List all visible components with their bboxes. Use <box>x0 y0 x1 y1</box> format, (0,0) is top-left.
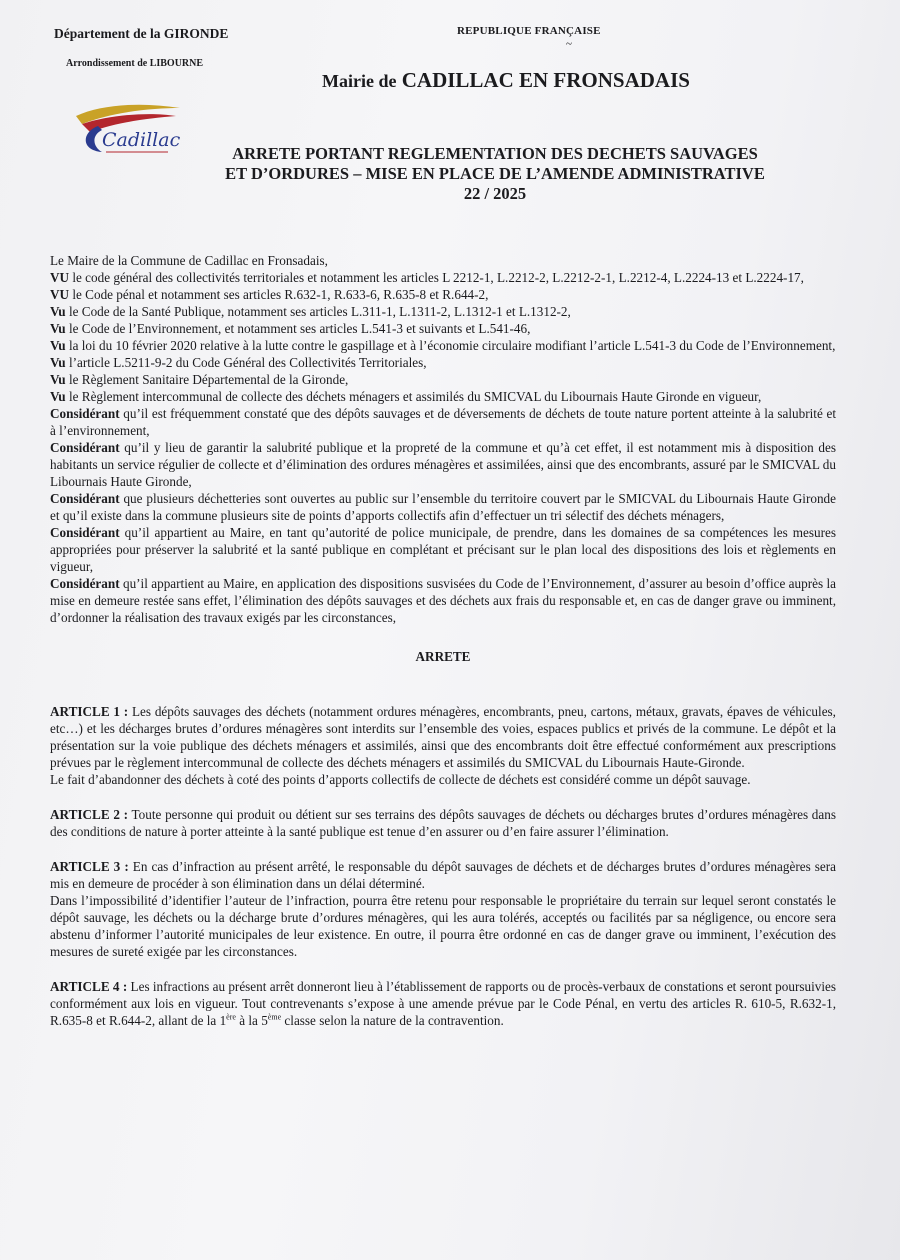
preamble-lead: Vu <box>50 372 66 387</box>
preamble-lead: Considérant <box>50 525 120 540</box>
article-3-continued: Dans l’impossibilité d’identifier l’auteur de l’infraction, pourra être retenu pour responsable le propriétaire du terrain sur lequel seront constatés le dépôt sauvage, les déchets ou la décharge brute d’ordures ménagères, qui les aura tolérés, acceptés ou facilités par sa négligence, ou encore sera abstenu d’informer l’autorité municipales de leur existence. En outre, il pourra être ordonné en cas de danger grave ou imminent, l’exécution des mesures de sureté exigée par les circonstances. <box>50 893 836 959</box>
preamble-text: le Règlement intercommunal de collecte des déchets ménagers et assimilés du SMICVAL du Libournais Haute Gironde en vigueur, <box>65 389 762 404</box>
preamble-text: qu’il appartient au Maire, en application des dispositions susvisées du Code de l’Environnement, d’assurer au besoin d’office auprès la mise en demeure restée sans effet, l’élimination des dépôts sauvages et des déchets aux frais du responsable et, en cas de danger grave ou imminent, d’ordonner la réalisation des travaux exigés par les circonstances, <box>50 576 836 625</box>
preamble-lead: Vu <box>50 389 66 404</box>
arrondissement-label: Arrondissement de LIBOURNE <box>66 58 204 69</box>
preamble-lead: Vu <box>50 355 66 370</box>
preamble-item <box>50 354 836 371</box>
preamble-lead: Considérant <box>50 576 120 591</box>
article-text-mid: à la 5 <box>235 1013 268 1028</box>
preamble-item <box>50 371 836 388</box>
preamble-lead: Considérant <box>50 440 120 455</box>
preamble-lead: Considérant <box>50 491 120 506</box>
article-1-continued: Le fait d’abandonner des déchets à coté des points d’apports collectifs de collecte de déchets est considéré comme un dépôt sauvage. <box>50 772 751 787</box>
article-3 <box>50 858 836 892</box>
departement-label: Département de la GIRONDE <box>54 26 229 41</box>
document-body <box>50 252 836 1029</box>
article-label: ARTICLE 4 : <box>50 979 128 994</box>
article-4 <box>50 978 836 1029</box>
preamble-text: qu’il y lieu de garantir la salubrité publique et la propreté de la commune et qu’à cet effet, il est notamment mis à disposition des habitants un service régulier de collecte et d’élimination des ordures ménagères et assimilées, ainsi que des encombrants, assuré par le SMICVAL du Libournais Haute Gironde, <box>50 440 836 489</box>
article-text: Les infractions au présent arrêt donneront lieu à l’établissement de rapports ou de procès-verbaux de constations et seront poursuivies conformément aux lois en vigueur. Tout contrevenants s’expose à une amende prévue par le Code Pénal, en vertu des articles R. 610-5, R.632-1, R.635-8 et R.644-2, allant de la 1 <box>50 979 836 1028</box>
preamble-item <box>50 388 836 405</box>
preamble-item <box>50 575 836 626</box>
cadillac-logo <box>72 102 184 160</box>
preamble-item <box>50 524 836 575</box>
preamble-item <box>50 490 836 524</box>
preamble-text: le Code pénal et notamment ses articles R.632-1, R.633-6, R.635-8 et R.644-2, <box>69 287 489 302</box>
preamble-item <box>50 303 836 320</box>
preamble-text: la loi du 10 février 2020 relative à la lutte contre le gaspillage et à l’économie circulaire modifiant l’article L.541-3 du Code de l’Environnement, <box>65 338 836 353</box>
preamble-text: le Code de l’Environnement, et notamment ses articles L.541-3 et suivants et L.541-46, <box>65 321 531 336</box>
preamble-item <box>50 320 836 337</box>
article-2 <box>50 806 836 840</box>
preamble-lead: VU <box>50 270 70 285</box>
preamble-text: qu’il est fréquemment constaté que des dépôts sauvages et de déversements de déchets de toute nature portent atteinte à la salubrité et à l’environnement, <box>50 406 836 438</box>
preamble-lead: Vu <box>50 304 66 319</box>
preamble-list <box>50 269 836 626</box>
article-label: ARTICLE 1 : <box>50 704 129 719</box>
logo-text: Cadillac <box>102 129 181 151</box>
preamble-lead: Considérant <box>50 406 120 421</box>
article-label: ARTICLE 2 : <box>50 807 129 822</box>
preamble-lead: Vu <box>50 321 66 336</box>
title-line-2: ET D’ORDURES – MISE EN PLACE DE L’AMENDE ADMINISTRATIVE <box>225 164 765 183</box>
preamble-text: le Règlement Sanitaire Départemental de la Gironde, <box>65 372 349 387</box>
mairie-prefix: Mairie de <box>322 71 397 91</box>
arrete-heading: ARRETE <box>415 649 471 664</box>
preamble-text: le code général des collectivités territoriales et notamment les articles L 2212-1, L.2212-2, L.2212-2-1, L.2212-4, L.2224-13 et L.2224-17, <box>69 270 804 285</box>
preamble-text: qu’il appartient au Maire, en tant qu’autorité de police municipale, de prendre, dans les domaines de sa compétences les mesures appropriées pour préserver la salubrité et la santé publique en complétant et précisant sur le plan local des dispositions des lois et règlements en vigueur, <box>50 525 836 574</box>
preamble-text: que plusieurs déchetteries sont ouvertes au public sur l’ensemble du territoire couvert par le SMICVAL du Libournais Haute Gironde et qu’il existe dans la commune plusieurs site de points d’apports collectifs afin d’effectuer un tri sélectif des déchets ménagers, <box>50 491 836 523</box>
preamble-text: l’article L.5211-9-2 du Code Général des Collectivités Territoriales, <box>65 355 427 370</box>
arrete-title <box>190 144 800 204</box>
title-line-1: ARRETE PORTANT REGLEMENTATION DES DECHETS SAUVAGES <box>232 144 758 163</box>
articles-list <box>50 703 836 1029</box>
preamble-item <box>50 405 836 439</box>
preamble-lead: Vu <box>50 338 66 353</box>
arrete-number: 22 / 2025 <box>463 184 527 203</box>
mairie-title <box>322 68 690 93</box>
article-text: En cas d’infraction au présent arrêté, le responsable du dépôt sauvages de déchets et de décharges brutes d’ordures ménagères sera mis en demeure de procéder à son élimination dans un délai déterminé. <box>50 859 836 891</box>
preamble-item <box>50 439 836 490</box>
article-text: Les dépôts sauvages des déchets (notamment ordures ménagères, encombrants, pneu, cartons, métaux, gravats, épaves de véhicules, etc…) et les décharges brutes d’ordures ménagères sont interdits sur l’ensemble des voies, espaces publics et privés de la commune. Le dépôt et la présentation sur la voie publique des déchets ménagers et assimilés, ainsi que des encombrants doit être effectué conformément aux prescriptions prévues par le règlement intercommunal de collecte des déchets ménagers et assimilés du SMICVAL du Libournais Haute-Gironde. <box>50 704 836 770</box>
preamble-item <box>50 269 836 286</box>
article-label: ARTICLE 3 : <box>50 859 129 874</box>
article-1 <box>50 703 836 771</box>
article-text-sup1: ère <box>226 1012 236 1022</box>
mairie-name: CADILLAC EN FRONSADAIS <box>401 68 690 92</box>
preamble-item <box>50 286 836 303</box>
preamble-text: le Code de la Santé Publique, notamment ses articles L.311-1, L.1311-2, L.1312-1 et L.1312-2, <box>65 304 571 319</box>
article-text-sup2: ème <box>267 1012 282 1022</box>
article-text-end: classe selon la nature de la contravention. <box>281 1013 504 1028</box>
preamble-intro: Le Maire de la Commune de Cadillac en Fronsadais, <box>50 253 328 268</box>
article-text: Toute personne qui produit ou détient sur ses terrains des dépôts sauvages de déchets ou décharges brutes d’ordures ménagères dans des conditions de nature à porter atteinte à la santé publique est tenue d’en assurer ou d’en faire assurer l’élimination. <box>50 807 836 839</box>
preamble-item <box>50 337 836 354</box>
republique-label: REPUBLIQUE FRANÇAISE <box>457 25 601 37</box>
republique-tilde: ~ <box>566 38 572 50</box>
preamble-lead: VU <box>50 287 70 302</box>
